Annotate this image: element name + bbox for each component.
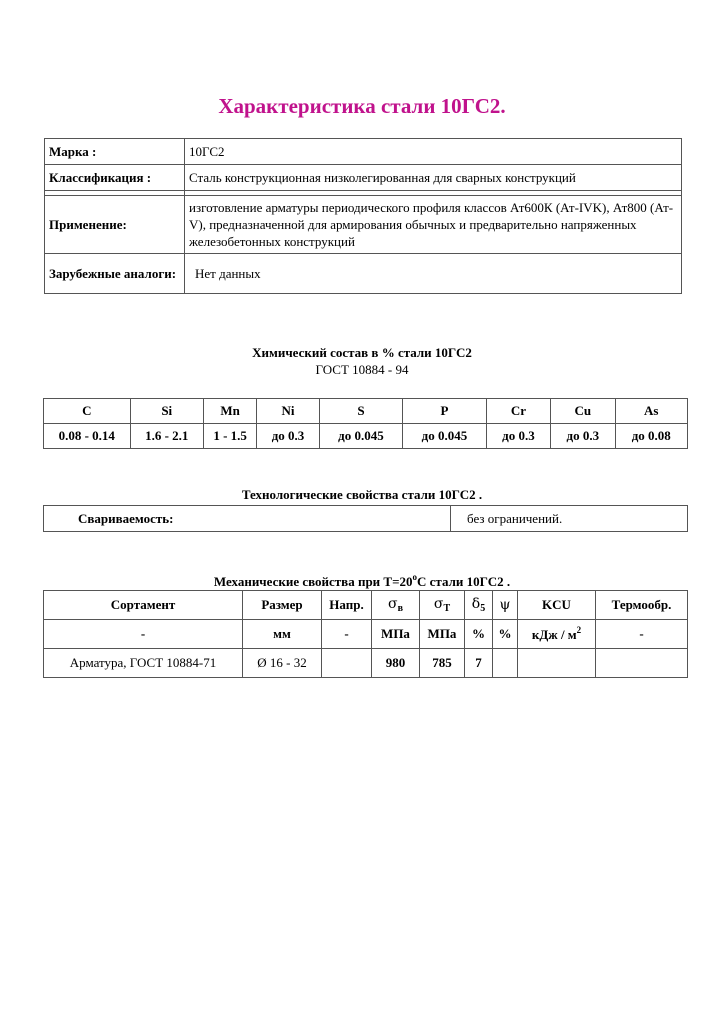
size-value: Ø 16 - 32: [243, 649, 322, 678]
chem-header-cell: P: [403, 399, 487, 424]
sigma-b-subscript: в: [397, 603, 403, 614]
info-row-classification: [45, 165, 682, 191]
chem-header-cell: Mn: [203, 399, 256, 424]
thermo-value: [596, 649, 688, 678]
size-unit: мм: [243, 620, 322, 649]
sigma-t-subscript: T: [443, 603, 451, 614]
application-label: Применение:: [45, 196, 185, 254]
sigma-b-unit: МПа: [372, 620, 420, 649]
delta-subscript: 5: [480, 603, 486, 614]
tech-title: Технологические свойства стали 10ГС2 .: [241, 487, 483, 502]
direction-unit: -: [322, 620, 372, 649]
kcu-unit-text: кДж / м: [531, 627, 577, 642]
psi-value: [493, 649, 518, 678]
delta-value: 7: [465, 649, 493, 678]
chem-value-cell: до 0.3: [486, 424, 550, 449]
chem-value-cell: 0.08 - 0.14: [44, 424, 131, 449]
kcu-unit-exponent: 2: [576, 625, 582, 635]
chem-header-cell: Ni: [257, 399, 319, 424]
analogs-value: Нет данных: [185, 254, 682, 294]
chem-value-cell: до 0.3: [551, 424, 615, 449]
grade-label: Марка :: [45, 139, 185, 165]
kcu-unit: [518, 620, 596, 649]
chem-header-cell: Cr: [486, 399, 550, 424]
chem-header-cell: S: [319, 399, 403, 424]
sortament-header: Сортамент: [44, 591, 243, 620]
delta-symbol: δ: [471, 596, 481, 612]
grade-value: 10ГС2: [185, 139, 682, 165]
info-row-grade: [45, 139, 682, 165]
info-table: [44, 138, 682, 294]
mech-title-post: С стали 10ГС2 .: [417, 574, 511, 589]
chem-value-cell: 1.6 - 2.1: [130, 424, 203, 449]
sortament-unit: -: [44, 620, 243, 649]
mech-header-row: [44, 591, 688, 620]
chem-value-cell: до 0.045: [319, 424, 403, 449]
chem-header-cell: Cu: [551, 399, 615, 424]
sigma-symbol: σ: [433, 596, 444, 612]
degree-mark: o: [412, 572, 417, 582]
chem-header-row: [44, 399, 688, 424]
mech-units-row: [44, 620, 688, 649]
chem-table: [43, 398, 688, 449]
chem-value-cell: до 0.045: [403, 424, 487, 449]
mech-title: [0, 572, 724, 590]
chem-value-cell: до 0.08: [615, 424, 688, 449]
application-value: изготовление арматуры периодического профиля классов Ат600К (Ат-IVK), Ат800 (Ат-V), предназначенной для армирования обычных и предварительно напряженных железобетонных конструкций: [185, 196, 682, 254]
analogs-label: Зарубежные аналоги:: [45, 254, 185, 294]
mech-title-pre: Механические свойства при Т=20: [213, 574, 413, 589]
psi-symbol: ψ: [499, 597, 511, 613]
delta-unit: %: [465, 620, 493, 649]
mech-table: [43, 590, 688, 678]
weldability-value: без ограничений.: [451, 506, 688, 532]
chem-value-cell: 1 - 1.5: [203, 424, 256, 449]
chem-header-cell: Si: [130, 399, 203, 424]
tech-row: [44, 506, 688, 532]
chem-header-cell: C: [44, 399, 131, 424]
tech-table: [43, 505, 688, 532]
sigma-t-header: [420, 591, 465, 620]
info-row-analogs: [45, 254, 682, 294]
sigma-symbol: σ: [388, 596, 398, 612]
chem-value-row: [44, 424, 688, 449]
psi-header: [493, 591, 518, 620]
thermo-header: Термообр.: [596, 591, 688, 620]
sortament-value: Арматура, ГОСТ 10884-71: [44, 649, 243, 678]
sigma-t-value: 785: [420, 649, 465, 678]
classification-value: Сталь конструкционная низколегированная для сварных конструкций: [185, 165, 682, 191]
sigma-b-header: [372, 591, 420, 620]
mech-data-row: [44, 649, 688, 678]
sigma-b-value: 980: [372, 649, 420, 678]
sigma-t-unit: МПа: [420, 620, 465, 649]
kcu-value: [518, 649, 596, 678]
chem-standard: ГОСТ 10884 - 94: [315, 362, 409, 377]
weldability-label: Свариваемость:: [44, 506, 451, 532]
classification-label: Классификация :: [45, 165, 185, 191]
chem-title: Химический состав в % стали 10ГС2: [252, 345, 472, 360]
direction-value: [322, 649, 372, 678]
direction-header: Напр.: [322, 591, 372, 620]
kcu-header: KCU: [518, 591, 596, 620]
page-title: Характеристика стали 10ГС2.: [218, 94, 506, 118]
info-row-application: [45, 196, 682, 254]
psi-unit: %: [493, 620, 518, 649]
size-header: Размер: [243, 591, 322, 620]
chem-value-cell: до 0.3: [257, 424, 319, 449]
thermo-unit: -: [596, 620, 688, 649]
delta-header: [465, 591, 493, 620]
chem-header-cell: As: [615, 399, 688, 424]
